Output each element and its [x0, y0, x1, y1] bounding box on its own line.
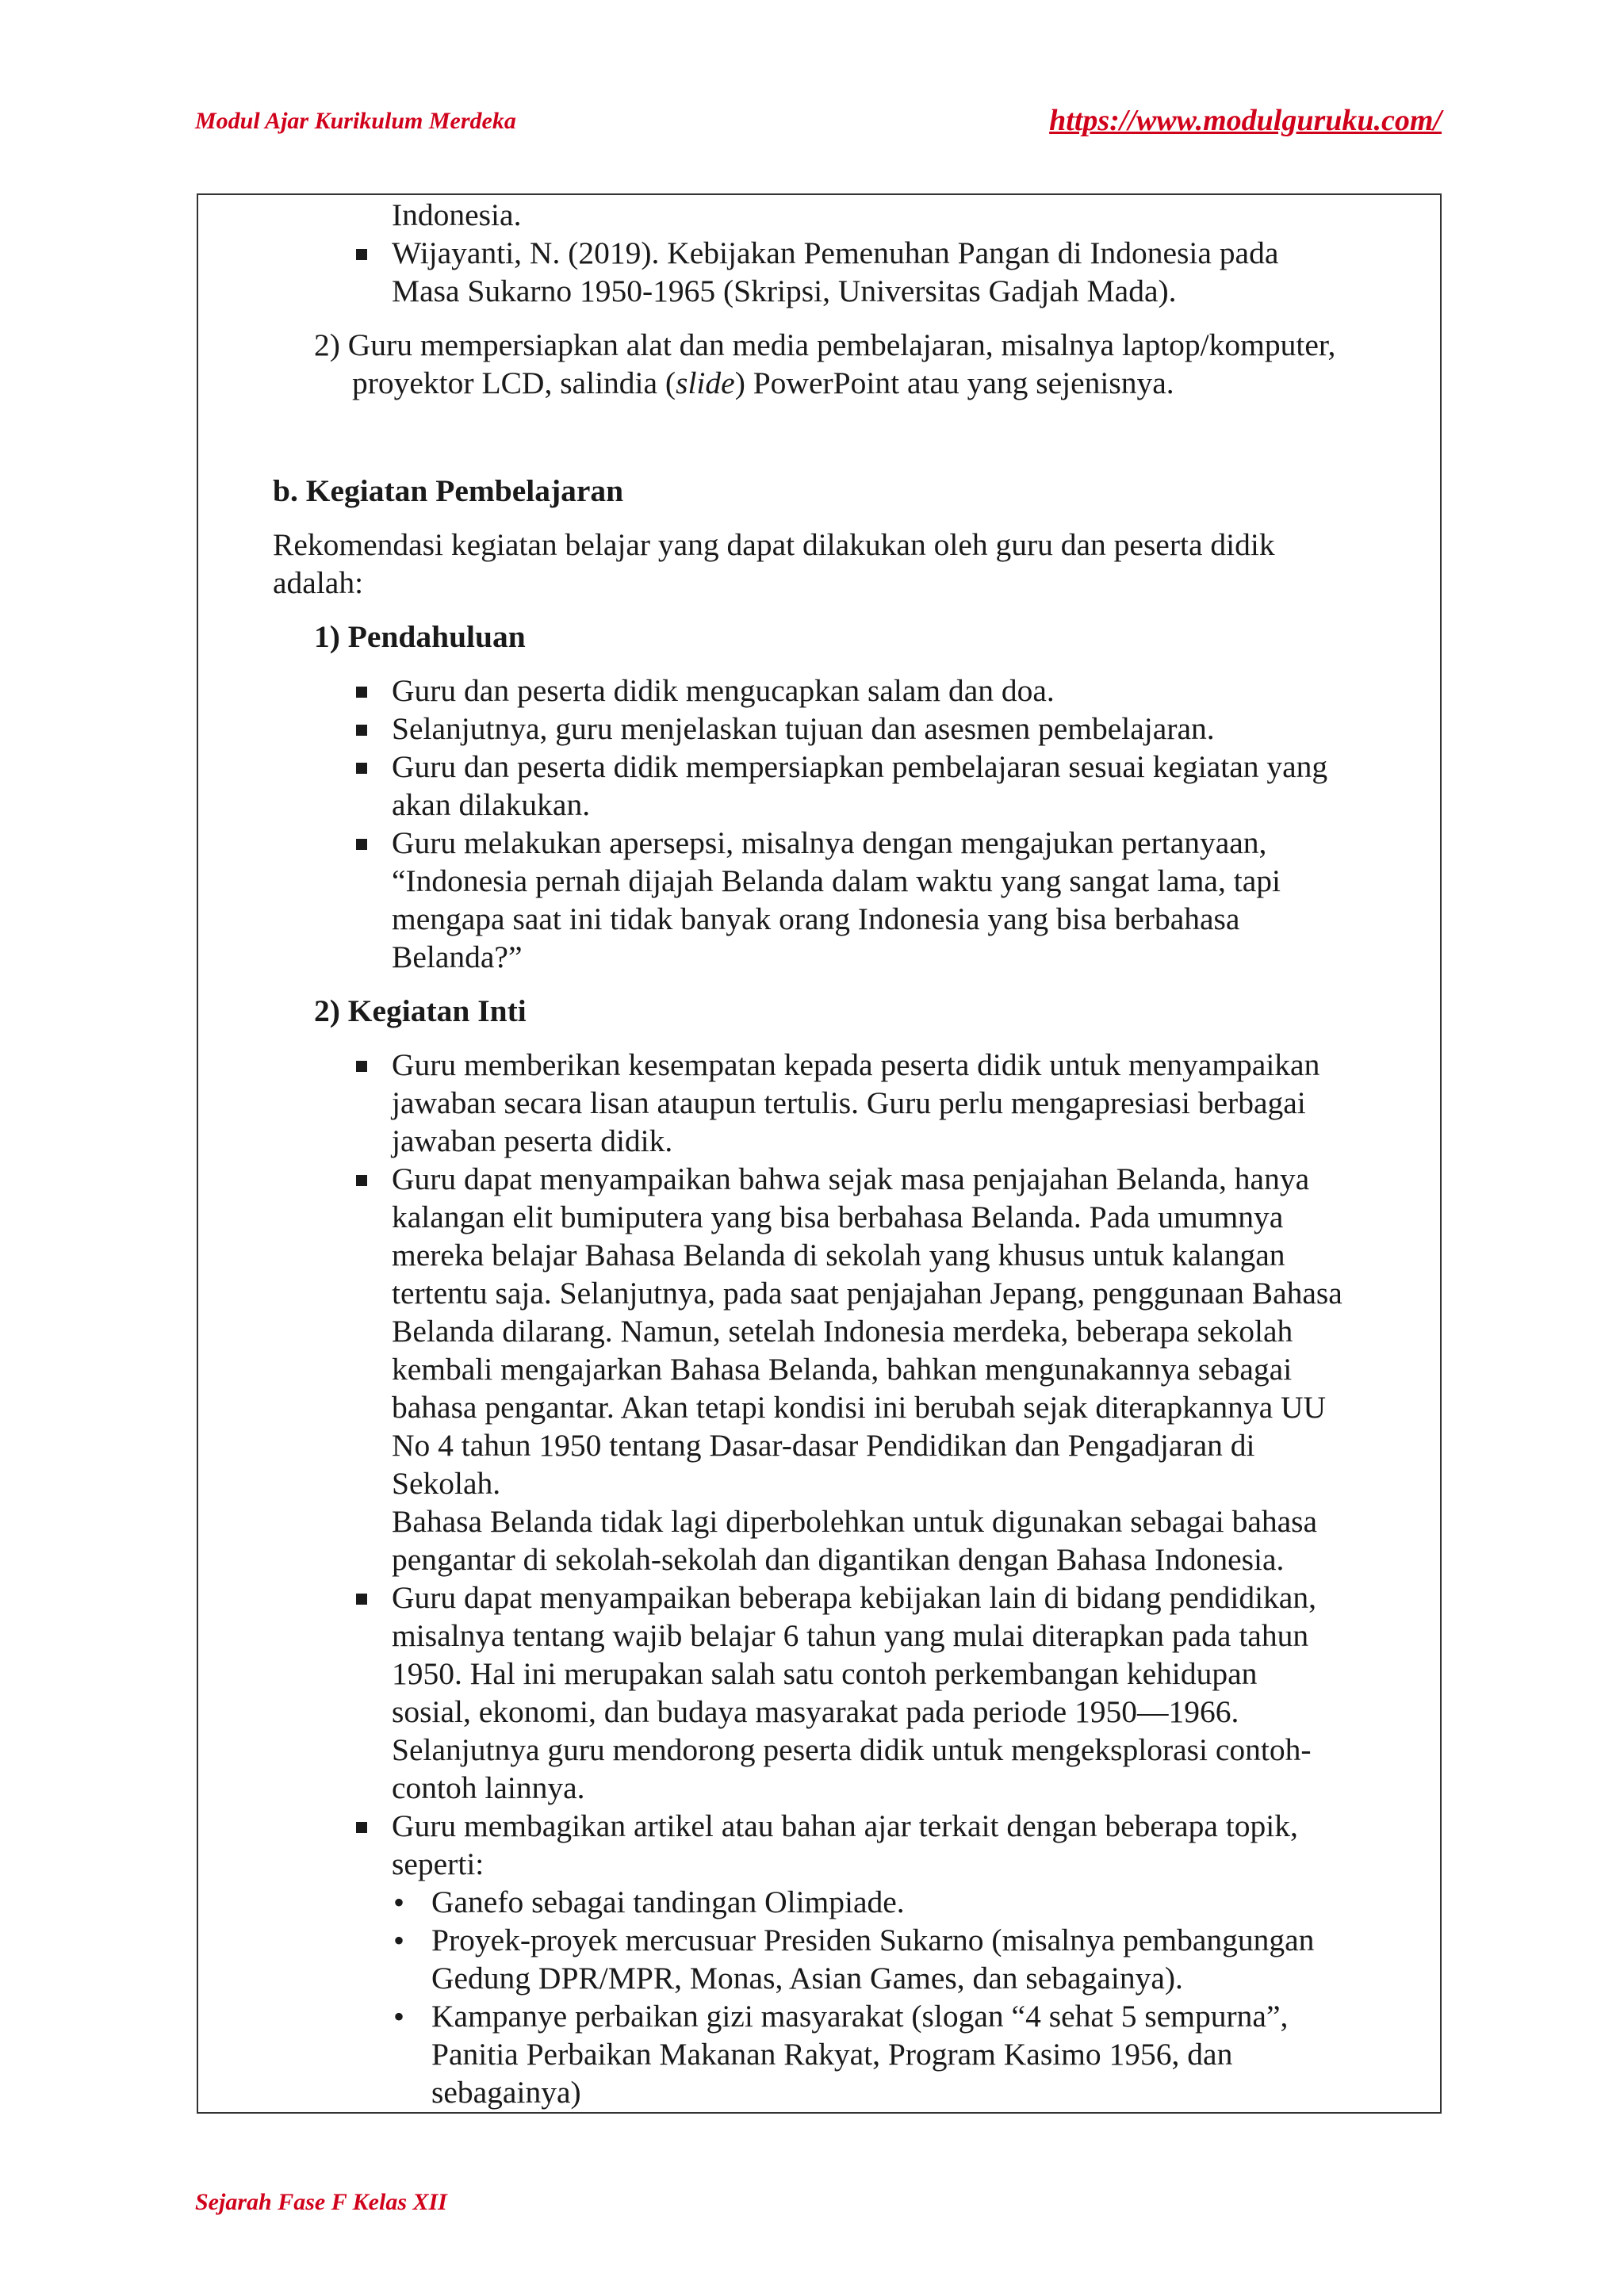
prep-text: ) PowerPoint atau yang sejenisnya.: [734, 365, 1174, 400]
prep-text: proyektor LCD, salindia (: [352, 365, 676, 400]
list-item: Sekolah.: [392, 1466, 501, 1501]
list-item: Guru melakukan apersepsi, misalnya dengan mengajukan pertanyaan,: [392, 825, 1267, 860]
prep-item-line: 2) Guru mempersiapkan alat dan media pembelajaran, misalnya laptop/komputer,: [314, 327, 1336, 362]
list-item: mereka belajar Bahasa Belanda di sekolah yang khusus untuk kalangan: [392, 1238, 1285, 1272]
list-item: “Indonesia pernah dijajah Belanda dalam waktu yang sangat lama, tapi: [392, 863, 1281, 898]
list-item: jawaban secara lisan ataupun tertulis. Guru perlu mengapresiasi berbagai: [392, 1085, 1306, 1120]
prep-italic-term: slide: [676, 365, 735, 400]
bullet-dot-icon: •: [393, 1885, 405, 1920]
list-item: kalangan elit bumiputera yang bisa berbahasa Belanda. Pada umumnya: [392, 1200, 1284, 1234]
list-item: No 4 tahun 1950 tentang Dasar-dasar Pendidikan dan Pengadjaran di: [392, 1428, 1255, 1463]
list-item: kembali mengajarkan Bahasa Belanda, bahkan mengunakannya sebagai: [392, 1352, 1293, 1387]
square-bullet-icon: [356, 839, 367, 850]
square-bullet-icon: [356, 249, 367, 260]
list-item: seperti:: [392, 1846, 485, 1881]
square-bullet-icon: [356, 1175, 367, 1186]
list-item: Guru membagikan artikel atau bahan ajar terkait dengan beberapa topik,: [392, 1808, 1298, 1843]
intro-text: adalah:: [273, 565, 364, 600]
bullet-dot-icon: •: [393, 1999, 405, 2034]
ref-line: Masa Sukarno 1950-1965 (Skripsi, Universitas Gadjah Mada).: [392, 274, 1177, 308]
list-item: Belanda dilarang. Namun, setelah Indonesia merdeka, beberapa sekolah: [392, 1314, 1293, 1349]
list-item: pengantar di sekolah-sekolah dan digantikan dengan Bahasa Indonesia.: [392, 1542, 1285, 1577]
list-item: mengapa saat ini tidak banyak orang Indonesia yang bisa berbahasa: [392, 901, 1240, 936]
list-item: sosial, ekonomi, dan budaya masyarakat pada periode 1950—1966.: [392, 1694, 1239, 1729]
square-bullet-icon: [356, 1061, 367, 1072]
list-item: bahasa pengantar. Akan tetapi kondisi ini berubah sejak diterapkannya UU: [392, 1390, 1327, 1425]
list-item: jawaban peserta didik.: [392, 1123, 673, 1158]
list-item: Guru dan peserta didik mengucapkan salam dan doa.: [392, 673, 1055, 708]
square-bullet-icon: [356, 725, 367, 736]
list-item: akan dilakukan.: [392, 787, 591, 822]
ref-line: Wijayanti, N. (2019). Kebijakan Pemenuhan Pangan di Indonesia pada: [392, 235, 1279, 270]
footer-title: Sejarah Fase F Kelas XII: [195, 2189, 447, 2215]
list-item: contoh lainnya.: [392, 1770, 585, 1805]
list-item: 1950. Hal ini merupakan salah satu contoh perkembangan kehidupan: [392, 1656, 1258, 1691]
sub-list-item: Panitia Perbaikan Makanan Rakyat, Program Kasimo 1956, dan: [431, 2037, 1233, 2072]
bullet-dot-icon: •: [393, 1923, 405, 1958]
list-item: Belanda?”: [392, 939, 523, 974]
list-item: Guru dan peserta didik mempersiapkan pembelajaran sesuai kegiatan yang: [392, 749, 1328, 784]
list-item: tertentu saja. Selanjutnya, pada saat penjajahan Jepang, penggunaan Bahasa: [392, 1276, 1342, 1311]
list-item: Guru dapat menyampaikan bahwa sejak masa penjajahan Belanda, hanya: [392, 1161, 1310, 1196]
list-item: Selanjutnya, guru menjelaskan tujuan dan asesmen pembelajaran.: [392, 711, 1215, 746]
sub-list-item: Kampanye perbaikan gizi masyarakat (slogan “4 sehat 5 sempurna”,: [431, 1999, 1289, 2034]
content-box: [197, 193, 1442, 2114]
square-bullet-icon: [356, 763, 367, 774]
subsection-title: 1) Pendahuluan: [314, 619, 526, 654]
section-title: b. Kegiatan Pembelajaran: [273, 473, 624, 508]
list-item: Bahasa Belanda tidak lagi diperbolehkan untuk digunakan sebagai bahasa: [392, 1504, 1318, 1539]
header-link[interactable]: https://www.modulguruku.com/: [1049, 104, 1442, 137]
sub-list-item: Gedung DPR/MPR, Monas, Asian Games, dan sebagainya).: [431, 1961, 1183, 1996]
sub-list-item: sebagainya): [431, 2075, 581, 2110]
list-item: Guru dapat menyampaikan beberapa kebijakan lain di bidang pendidikan,: [392, 1580, 1316, 1615]
list-item: Guru memberikan kesempatan kepada peserta didik untuk menyampaikan: [392, 1047, 1320, 1082]
subsection-title: 2) Kegiatan Inti: [314, 993, 527, 1028]
square-bullet-icon: [356, 687, 367, 698]
square-bullet-icon: [356, 1822, 367, 1833]
sub-list-item: Proyek-proyek mercusuar Presiden Sukarno (misalnya pembangungan: [431, 1923, 1315, 1957]
header-title: Modul Ajar Kurikulum Merdeka: [195, 108, 516, 134]
intro-text: Rekomendasi kegiatan belajar yang dapat dilakukan oleh guru dan peserta didik: [273, 527, 1275, 562]
list-item: Selanjutnya guru mendorong peserta didik untuk mengeksplorasi contoh-: [392, 1732, 1312, 1767]
square-bullet-icon: [356, 1594, 367, 1605]
ref-continuation: Indonesia.: [392, 197, 522, 232]
sub-list-item: Ganefo sebagai tandingan Olimpiade.: [431, 1885, 905, 1919]
prep-item-line: [352, 365, 1174, 403]
list-item: misalnya tentang wajib belajar 6 tahun yang mulai diterapkan pada tahun: [392, 1618, 1309, 1653]
